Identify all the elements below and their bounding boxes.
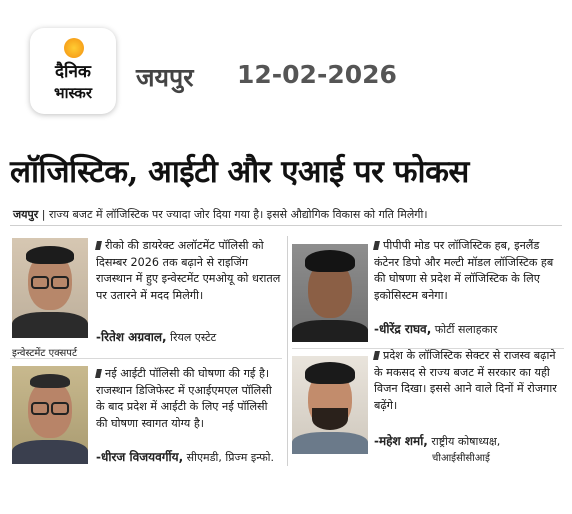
caption-4: चीआईसीसीआई bbox=[432, 453, 490, 464]
portrait-photo-dheeraj bbox=[12, 366, 88, 464]
sun-icon bbox=[64, 38, 84, 58]
city-label: जयपुर bbox=[136, 63, 194, 92]
quote-text-2: पीपीपी मोड पर लॉजिस्टिक हब, इनलैंड कंटेनर डिपो और मल्टी मॉडल लॉजिस्टिक हब की घोषणा से प्रदेश में लॉजिस्टिक के लिए इकोसिस्टम बनेगा। bbox=[374, 239, 554, 302]
attribution-4: -महेश शर्मा, राष्ट्रीय कोषाध्यक्ष, bbox=[374, 434, 501, 448]
subline-place: जयपुर bbox=[13, 208, 39, 221]
divider bbox=[10, 225, 562, 226]
attribution-3: -धीरज विजयवर्गीय, सीएमडी, प्रिज्म इन्फो. bbox=[96, 450, 275, 464]
logo-text-line2: भास्कर bbox=[54, 84, 92, 102]
portrait-photo-mahesh bbox=[292, 356, 368, 454]
portrait-photo-ritesh bbox=[12, 238, 88, 338]
caption-1: इन्वेस्टमेंट एक्सपर्ट bbox=[12, 348, 77, 359]
quote-text-4: प्रदेश के लॉजिस्टिक सेक्टर से राजस्व बढ़ाने के मकसद से राज्य बजट में सरकार का यही विजन दिखा। इससे आने वाले दिनों में रोजगार बढ़ेंगे। bbox=[374, 349, 557, 412]
subline: जयपुर | राज्य बजट में लॉजिस्टिक पर ज्यादा जोर दिया गया है। इससे औद्योगिक विकास को गति मिलेगी। bbox=[13, 208, 428, 221]
column-divider bbox=[287, 236, 288, 466]
quote-text-3: नई आईटी पॉलिसी की घोषणा की गई है। राजस्थान डिजिफेस्ट में एआईएमएल पॉलिसी के बाद प्रदेश में आईटी के लिए नई पॉलिसी की घोषणा स्वागत योग्य है। bbox=[96, 367, 272, 430]
quote-text-1: रीको की डायरेक्ट अलॉटमेंट पॉलिसी को दिसम्बर 2026 तक बढ़ाने से राइजिंग राजस्थान में हुए इन्वेस्टमेंट एमओयू को धरातल पर उतारने में मदद मिलेगी। bbox=[96, 239, 281, 302]
logo-text-line1: दैनिक bbox=[55, 62, 91, 82]
headline: लॉजिस्टिक, आईटी और एआई पर फोकस bbox=[10, 154, 469, 190]
subline-text: राज्य बजट में लॉजिस्टिक पर ज्यादा जोर दिया गया है। इससे औद्योगिक विकास को गति मिलेगी। bbox=[49, 208, 428, 221]
attribution-2: -धीरेंद्र राघव, फोर्टी सलाहकार bbox=[374, 322, 498, 336]
portrait-photo-dhirendra bbox=[292, 244, 368, 342]
dainik-bhaskar-logo bbox=[30, 28, 116, 114]
attribution-1: -रितेश अग्रवाल, रियल एस्टेट bbox=[96, 330, 217, 344]
date-label: 12-02-2026 bbox=[237, 60, 397, 89]
